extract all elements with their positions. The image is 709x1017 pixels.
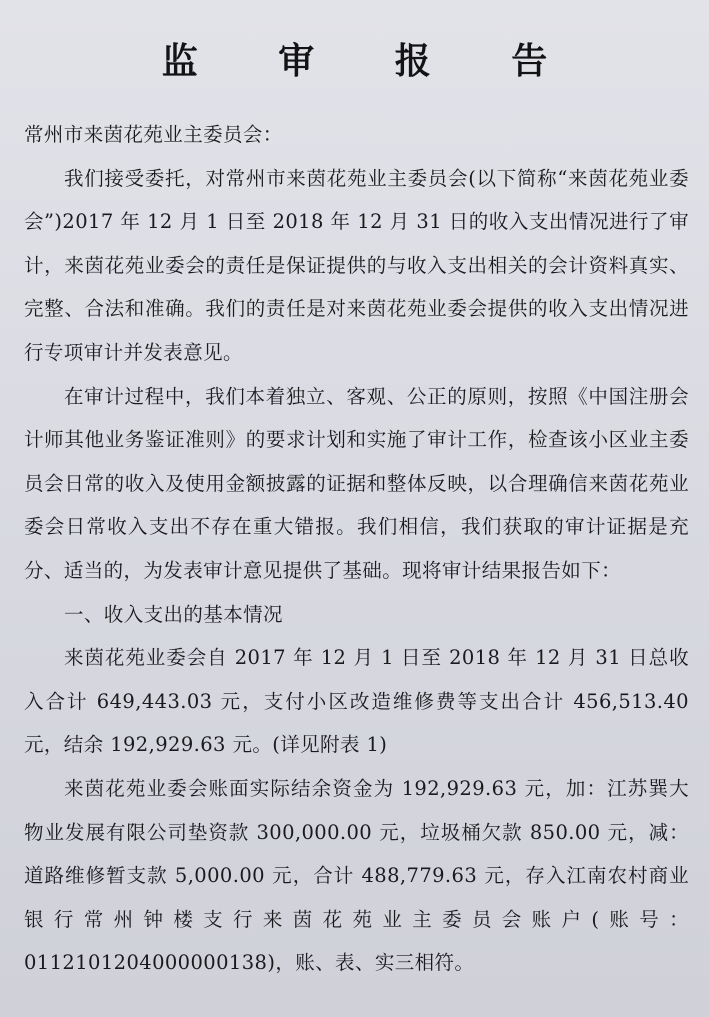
section-heading: 一、收入支出的基本情况 [64, 602, 283, 626]
salutation: 常州市来茵花苑业主委员会： [24, 123, 283, 146]
paragraph-balance-detail: 来茵花苑业委会账面实际结余资金为 192,929.63 元，加：江苏巽大物业发展有限公司垫资款 300,000.00 元，垃圾桶欠款 850.00 元，减：道路维修暂支款 5,000.00 元，合计 488,779.63 元，存入江南农村商业银行常州钟楼支行来茵花苑业主委员会账户(账号：0112101204000000138)，账、表、实三相符。 [24, 776, 689, 975]
document-title: 监 审 报 告 [161, 41, 582, 83]
paragraph-audit-process: 在审计过程中，我们本着独立、客观、公正的原则，按照《中国注册会计师其他业务鉴证准则》的要求计划和实施了审计工作，检查该小区业主委员会日常的收入及使用金额披露的证据和整体反映，以合理确信来茵花苑业委会日常收入支出不存在重大错报。我们相信，我们获取的审计证据是充分、适当的，为发表审计意见提供了基础。现将审计结果报告如下： [24, 384, 689, 582]
paragraph-income-summary: 来茵花苑业委会自 2017 年 12 月 1 日至 2018 年 12 月 31 日总收入合计 649,443.03 元，支付小区改造维修费等支出合计 456,513.40 元，结余 192,929.63 元。(详见附表 1) [24, 646, 689, 757]
document-body [24, 113, 689, 985]
paragraph-engagement: 我们接受委托，对常州市来茵花苑业主委员会(以下简称“来茵花苑业委会”)2017 年 12 月 1 日至 2018 年 12 月 31 日的收入支出情况进行了审计，来茵花苑业委会的责任是保证提供的与收入支出相关的会计资料真实、完整、合法和准确。我们的责任是对来茵花苑业委会提供的收入支出情况进行专项审计并发表意见。 [24, 166, 689, 364]
